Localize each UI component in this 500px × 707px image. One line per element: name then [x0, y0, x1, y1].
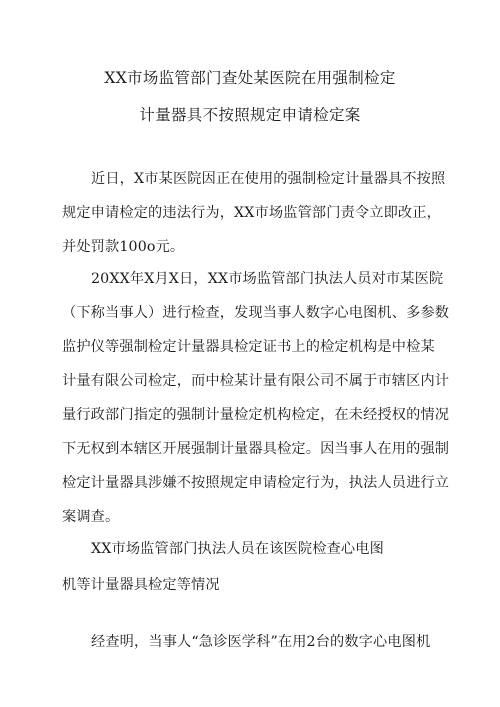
paragraph-2-line-4: 计量有限公司检定，而中检某计量有限公司不属于市辖区内计: [62, 373, 450, 389]
paragraph-1-line-3: 并处罚款100o元。: [62, 239, 185, 255]
paragraph-2-line-5: 量行政部门指定的强制计量检定机构检定，在未经授权的情况: [62, 407, 450, 423]
paragraph-2-line-6: 下无权到本辖区开展强制计量器具检定。因当事人在用的强制: [62, 441, 450, 457]
paragraph-4-line-1: 经查明，当事人“急诊医学科”在用2台的数字心电图机: [91, 634, 431, 650]
paragraph-2-line-1: 20XX年X月X日，XX市场监管部门执法人员对市某医院: [91, 271, 444, 287]
paragraph-2-line-3: 监护仪等强制检定计量器具检定证书上的检定机构是中检某: [62, 339, 435, 355]
paragraph-2-line-2: （下称当事人）进行检查，发现当事人数字心电图机、多参数: [62, 305, 450, 321]
document-title-line-1: XX市场监管部门查处某医院在用强制检定: [104, 69, 396, 87]
paragraph-3-line-1: XX市场监管部门执法人员在该医院检查心电图: [91, 541, 384, 557]
document-title-line-2: 计量器具不按照规定申请检定案: [139, 106, 361, 124]
paragraph-1-line-2: 规定申请检定的违法行为，XX市场监管部门责令立即改正，: [62, 205, 441, 221]
paragraph-3-line-2: 机等计量器具检定等情况: [62, 577, 220, 593]
paragraph-2-line-7: 检定计量器具涉嫌不按照规定申请检定行为，执法人员进行立: [62, 475, 450, 491]
paragraph-2-line-8: 案调查。: [62, 509, 120, 525]
paragraph-1-line-1: 近日，X市某医院因正在使用的强制检定计量器具不按照: [91, 171, 446, 187]
